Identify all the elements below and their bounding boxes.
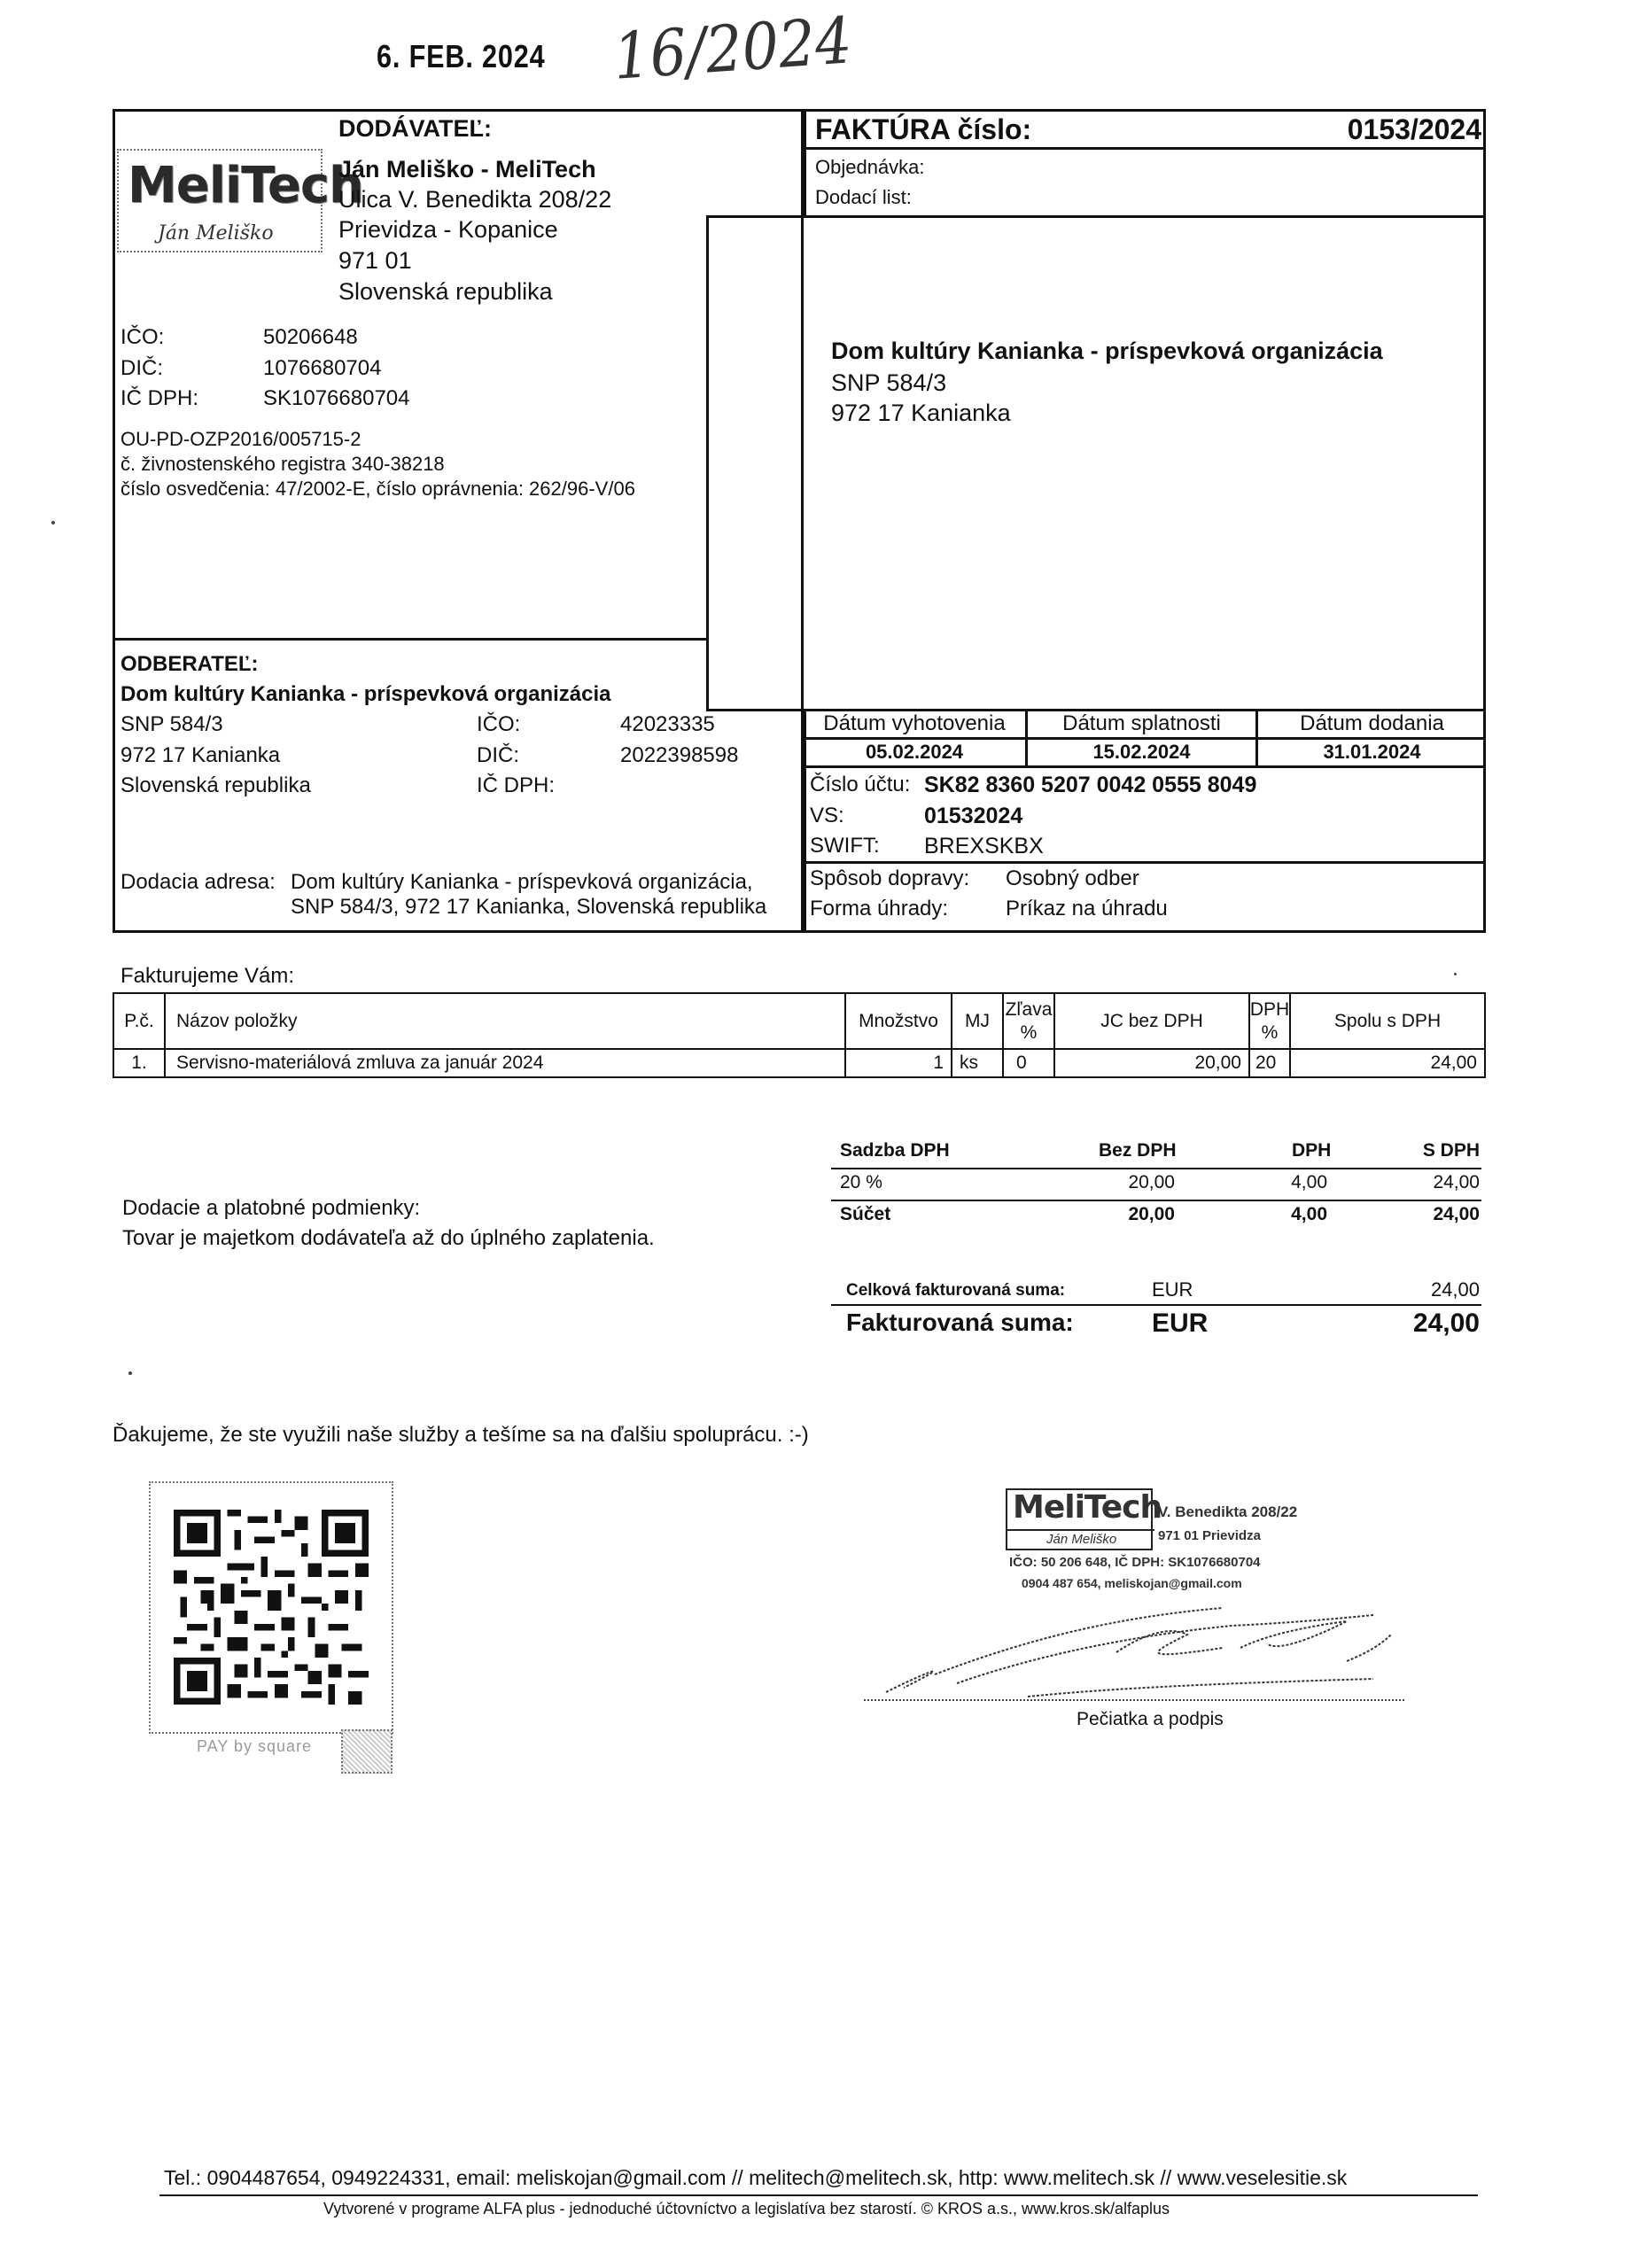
due-date-label: Dátum splatnosti — [1062, 711, 1221, 735]
supplier-ico-label: IČO: — [120, 325, 165, 349]
supplier-icdph: SK1076680704 — [263, 386, 410, 410]
transport-value: Osobný odber — [1006, 866, 1139, 890]
delivery-date-label: Dátum dodania — [1300, 711, 1444, 735]
col-total: Spolu s DPH — [1289, 992, 1486, 1050]
item-mj: ks — [951, 1048, 1004, 1078]
seal-logo: MeliTech — [1013, 1489, 1162, 1526]
vat-row-vat: 4,00 — [1291, 1172, 1327, 1192]
delivery-note-label: Dodací list: — [815, 186, 912, 208]
customer-ico: 42023335 — [620, 712, 715, 736]
delivery-address-label: Dodacia adresa: — [120, 870, 276, 894]
seal-logo-sub: Ján Meliško — [1046, 1532, 1117, 1547]
scan-speck — [1454, 973, 1457, 975]
customer-ico-label: IČO: — [477, 712, 521, 736]
scan-speck — [128, 1371, 132, 1375]
vs-label: VS: — [810, 804, 844, 827]
customer-dic: 2022398598 — [620, 743, 739, 767]
supplier-country: Slovenská republika — [338, 278, 553, 305]
order-label: Objednávka: — [815, 156, 925, 178]
vat-h-total: S DPH — [1422, 1140, 1480, 1161]
invoiced-sum-value: 24,00 — [1412, 1309, 1480, 1338]
seal-contact: 0904 487 654, meliskojan@gmail.com — [1022, 1576, 1242, 1590]
invoice-number: 0153/2024 — [1347, 113, 1481, 145]
recipient-address-box — [706, 215, 1486, 711]
recipient-city: 972 17 Kanianka — [831, 400, 1011, 426]
supplier-icdph-label: IČ DPH: — [120, 386, 199, 410]
transport-label: Spôsob dopravy: — [810, 866, 970, 890]
vat-row-rate: 20 % — [840, 1172, 882, 1192]
grand-total-value: 24,00 — [1430, 1278, 1480, 1301]
customer-city: 972 17 Kanianka — [120, 743, 281, 767]
seal-address1: V. Benedikta 208/22 — [1158, 1503, 1298, 1520]
col-mj: MJ — [951, 992, 1004, 1050]
item-total: 24,00 — [1289, 1048, 1486, 1078]
due-date: 15.02.2024 — [1092, 741, 1191, 763]
received-stamp-date: 6. FEB. 2024 — [377, 38, 546, 74]
seal-ids: IČO: 50 206 648, IČ DPH: SK1076680704 — [1009, 1555, 1261, 1570]
items-intro: Fakturujeme Vám: — [120, 964, 295, 988]
issued-date-label: Dátum vyhotovenia — [823, 711, 1006, 735]
supplier-reg1: OU-PD-OZP2016/005715-2 — [120, 428, 361, 450]
supplier-street: Ulica V. Benedikta 208/22 — [338, 186, 612, 213]
vat-sum-total: 24,00 — [1433, 1204, 1480, 1224]
item-name: Servisno-materiálová zmluva za január 2024 — [164, 1048, 846, 1078]
vs-value: 01532024 — [924, 804, 1023, 828]
grand-total-label: Celková fakturovaná suma: — [846, 1281, 1066, 1300]
col-name: Názov položky — [164, 992, 846, 1050]
payment-method-value: Príkaz na úhradu — [1006, 897, 1168, 920]
terms-heading: Dodacie a platobné podmienky: — [122, 1196, 421, 1220]
vat-h-base: Bez DPH — [1099, 1140, 1177, 1161]
qr-caption: PAY by square — [197, 1737, 313, 1755]
company-seal — [1006, 1488, 1325, 1604]
item-vat: 20 — [1248, 1048, 1291, 1078]
supplier-ico: 50206648 — [263, 325, 358, 349]
delivery-date: 31.01.2024 — [1323, 741, 1421, 763]
vat-sum-label: Súčet — [840, 1204, 891, 1224]
footer-software: Vytvorené v programe ALFA plus - jednoduché účtovníctvo a legislatíva bez starostí. © KROS a.s., www.kros.sk/alfaplus — [323, 2200, 1170, 2218]
vat-h-rate: Sadzba DPH — [840, 1140, 950, 1161]
thank-you-note: Ďakujeme, že ste využili naše služby a tešíme sa na ďalšiu spoluprácu. :-) — [113, 1423, 809, 1447]
vat-h-vat: DPH — [1292, 1140, 1332, 1161]
scan-speck — [51, 521, 55, 524]
terms-text: Tovar je majetkom dodávateľa až do úplného zaplatenia. — [122, 1226, 655, 1250]
vat-sum-vat: 4,00 — [1291, 1204, 1327, 1224]
supplier-dic: 1076680704 — [263, 356, 382, 380]
signature — [851, 1599, 1400, 1723]
footer-contact: Tel.: 0904487654, 0949224331, email: meliskojan@gmail.com // melitech@melitech.sk, http: www.melitech.sk // www.veselesitie.sk — [164, 2166, 1348, 2189]
item-discount: 0 — [1002, 1048, 1055, 1078]
supplier-city: Prievidza - Kopanice — [338, 216, 558, 243]
account-number: SK82 8360 5207 0042 0555 8049 — [924, 773, 1257, 797]
col-pc: P.č. — [113, 992, 166, 1050]
item-pc: 1. — [113, 1048, 166, 1078]
grand-total-currency: EUR — [1152, 1278, 1193, 1301]
vat-row-base: 20,00 — [1128, 1172, 1175, 1192]
supplier-name: Ján Meliško - MeliTech — [338, 156, 596, 183]
col-unit-price: JC bez DPH — [1053, 992, 1250, 1050]
item-unit-price: 20,00 — [1053, 1048, 1250, 1078]
customer-dic-label: DIČ: — [477, 743, 519, 767]
delivery-address-line1: Dom kultúry Kanianka - príspevková organizácia, — [291, 870, 753, 894]
supplier-reg3: číslo osvedčenia: 47/2002-E, číslo oprávnenia: 262/96-V/06 — [120, 478, 635, 500]
customer-street: SNP 584/3 — [120, 712, 223, 736]
customer-country: Slovenská republika — [120, 773, 311, 797]
customer-name: Dom kultúry Kanianka - príspevková organizácia — [120, 682, 611, 706]
vat-sum-base: 20,00 — [1128, 1204, 1175, 1224]
invoiced-sum-currency: EUR — [1152, 1309, 1209, 1338]
payment-method-label: Forma úhrady: — [810, 897, 949, 920]
supplier-dic-label: DIČ: — [120, 356, 163, 380]
delivery-address-line2: SNP 584/3, 972 17 Kanianka, Slovenská republika — [291, 895, 767, 919]
recipient-street: SNP 584/3 — [831, 369, 947, 396]
qr-code-frame — [149, 1481, 393, 1734]
seal-address2: 971 01 Prievidza — [1158, 1528, 1261, 1543]
account-label: Číslo účtu: — [810, 773, 911, 796]
vat-row-total: 24,00 — [1433, 1172, 1480, 1192]
col-vat: DPH % — [1248, 992, 1291, 1050]
supplier-reg2: č. živnostenského registra 340-38218 — [120, 453, 445, 475]
signature-caption: Pečiatka a podpis — [1077, 1709, 1224, 1729]
invoiced-sum-label: Fakturovaná suma: — [846, 1309, 1074, 1336]
supplier-logo — [117, 149, 363, 252]
supplier-heading: DODÁVATEĽ: — [338, 115, 492, 142]
issued-date: 05.02.2024 — [865, 741, 964, 763]
col-discount: Zľava % — [1002, 992, 1055, 1050]
supplier-logo-text: MeliTech — [128, 157, 363, 214]
supplier-zip: 971 01 — [338, 247, 412, 274]
col-qty: Množstvo — [844, 992, 952, 1050]
customer-icdph-label: IČ DPH: — [477, 773, 556, 797]
item-qty: 1 — [844, 1048, 952, 1078]
invoice-title: FAKTÚRA číslo: — [815, 113, 1032, 145]
customer-heading: ODBERATEĽ: — [120, 652, 259, 676]
recipient-name: Dom kultúry Kanianka - príspevková organizácia — [831, 338, 1383, 364]
swift-value: BREXSKBX — [924, 834, 1044, 858]
handwritten-number: 16/2024 — [610, 3, 854, 94]
qr-code — [174, 1510, 369, 1705]
supplier-logo-sub: Ján Meliško — [158, 222, 274, 245]
swift-label: SWIFT: — [810, 834, 880, 858]
qr-pay-icon — [341, 1729, 393, 1774]
